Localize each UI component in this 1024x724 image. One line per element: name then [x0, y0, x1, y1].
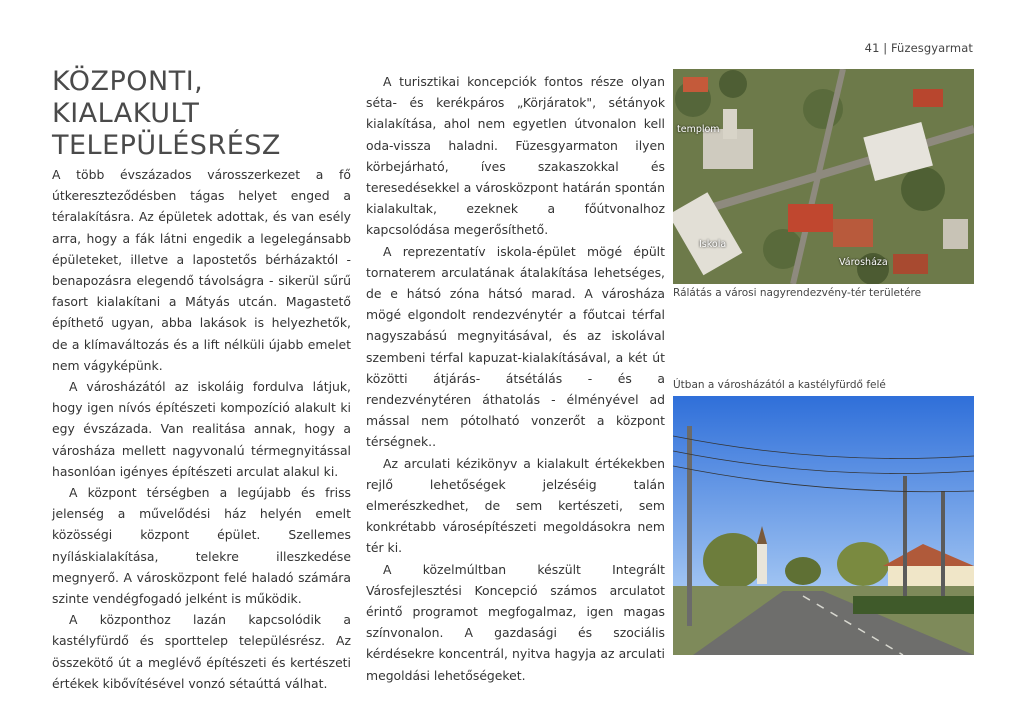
photo-label-townhall: Városháza — [839, 257, 888, 268]
photo-caption-aerial: Rálátás a városi nagyrendezvény-tér területére — [673, 287, 922, 299]
column-left-body — [52, 164, 351, 694]
column-right — [673, 66, 974, 655]
aerial-photo-illustration — [673, 69, 974, 284]
section-title — [52, 66, 351, 162]
paragraph: A központ térségben a legújabb és friss jelenség a művelődési ház helyén emelt közösségi központ épület. Szellemes nyíláskialakítása, telekre illeszkedése megnyerő. A városközpont felé haladó számára szinte vendégfogadó jelként is működik. — [52, 485, 351, 607]
paragraph: A több évszázados városszerkezet a fő útkereszteződésben tágas helyet enged a téralakításra. Az épületek adottak, és van esély arra, hogy a fák látni engedik a legelegánsabb épületeket, illetve a lapostetős bérházaktól - benapozásra elegendő távolságra - sikerül sűrű fasort kialakítani a Mátyás utcán. Magastető építhető ugyan, abba lakások is helyezhetők, de a klímaváltozás és a lift nélküli újabb emelet nem vágyképünk. — [52, 167, 351, 373]
column-middle — [366, 66, 665, 686]
street-photo — [673, 396, 974, 655]
paragraph: A központhoz lazán kapcsolódik a kastélyfürdő és sporttelep településrész. Az összekötő út a meglévő építészeti és kertészeti értékek kibővítésével vonzó sétaúttá válhat. — [52, 612, 351, 691]
paragraph: A közelmúltban készült Integrált Városfejlesztési Koncepció számos arculatot érintő programot megfogalmaz, igen magas színvonalon. A gazdasági és szociális kérdésekre koncentrál, nyitva hagyja az arculati megoldási lehetőségeket. — [366, 561, 665, 683]
column-left — [52, 66, 351, 694]
photo-caption-street: Útban a városházától a kastélyfürdő felé — [673, 379, 886, 391]
paragraph: A városházától az iskoláig fordulva látjuk, hogy igen nívós építészeti kompozíció alakult ki egy évszázada. Van realitása annak, hogy a városháza mellett nagyvonalú térmegnyitással hasonlóan igényes építészeti arculat alakul ki. — [52, 379, 351, 479]
photo-label-school: Iskola — [699, 239, 727, 250]
street-photo-illustration — [673, 396, 974, 655]
title-line-1: KÖZPONTI, KIALAKULT — [52, 66, 204, 129]
paragraph: Az arculati kézikönyv a kialakult értékekben rejlő lehetőségek jelzéséig talán elmerészkedhet, de sem kertészeti, sem konkrétabb városépítészeti megoldásokra nem tér ki. — [366, 455, 665, 556]
title-line-2: TELEPÜLÉSRÉSZ — [52, 130, 281, 161]
photo-label-church: templom — [677, 124, 720, 135]
paragraph: A reprezentatív iskola-épület mögé épült tornaterem arculatának átalakítása lehetséges, de e hátsó zóna hátsó marad. A városháza mögé elgondolt rendezvénytér a főutcai térfal nagyszabású megnyitásával, és az iskolával szembeni térfal kapuzat-kialakításával, a két út közötti átjárás- átsétálás - és a rendezvénytéren áthatolás - élményével ad mással nem pótolható vonzerőt a központ térségnek.. — [366, 243, 665, 450]
paragraph: A turisztikai koncepciók fontos része olyan séta- és kerékpáros „Körjáratok", sétányok kialakítása, ahol nem egyetlen útvonalon kell oda-vissza haladni. Füzesgyarmaton ilyen körbejárható, íves szakaszokkal és teresedésekkel a városközpont határán spontán kialakultak, ezeknek a főútvonalhoz kapcsolódása megerősíthető. — [366, 74, 665, 238]
aerial-photo — [673, 69, 974, 284]
page-header: 41 | Füzesgyarmat — [864, 41, 973, 55]
column-middle-body — [366, 66, 665, 686]
